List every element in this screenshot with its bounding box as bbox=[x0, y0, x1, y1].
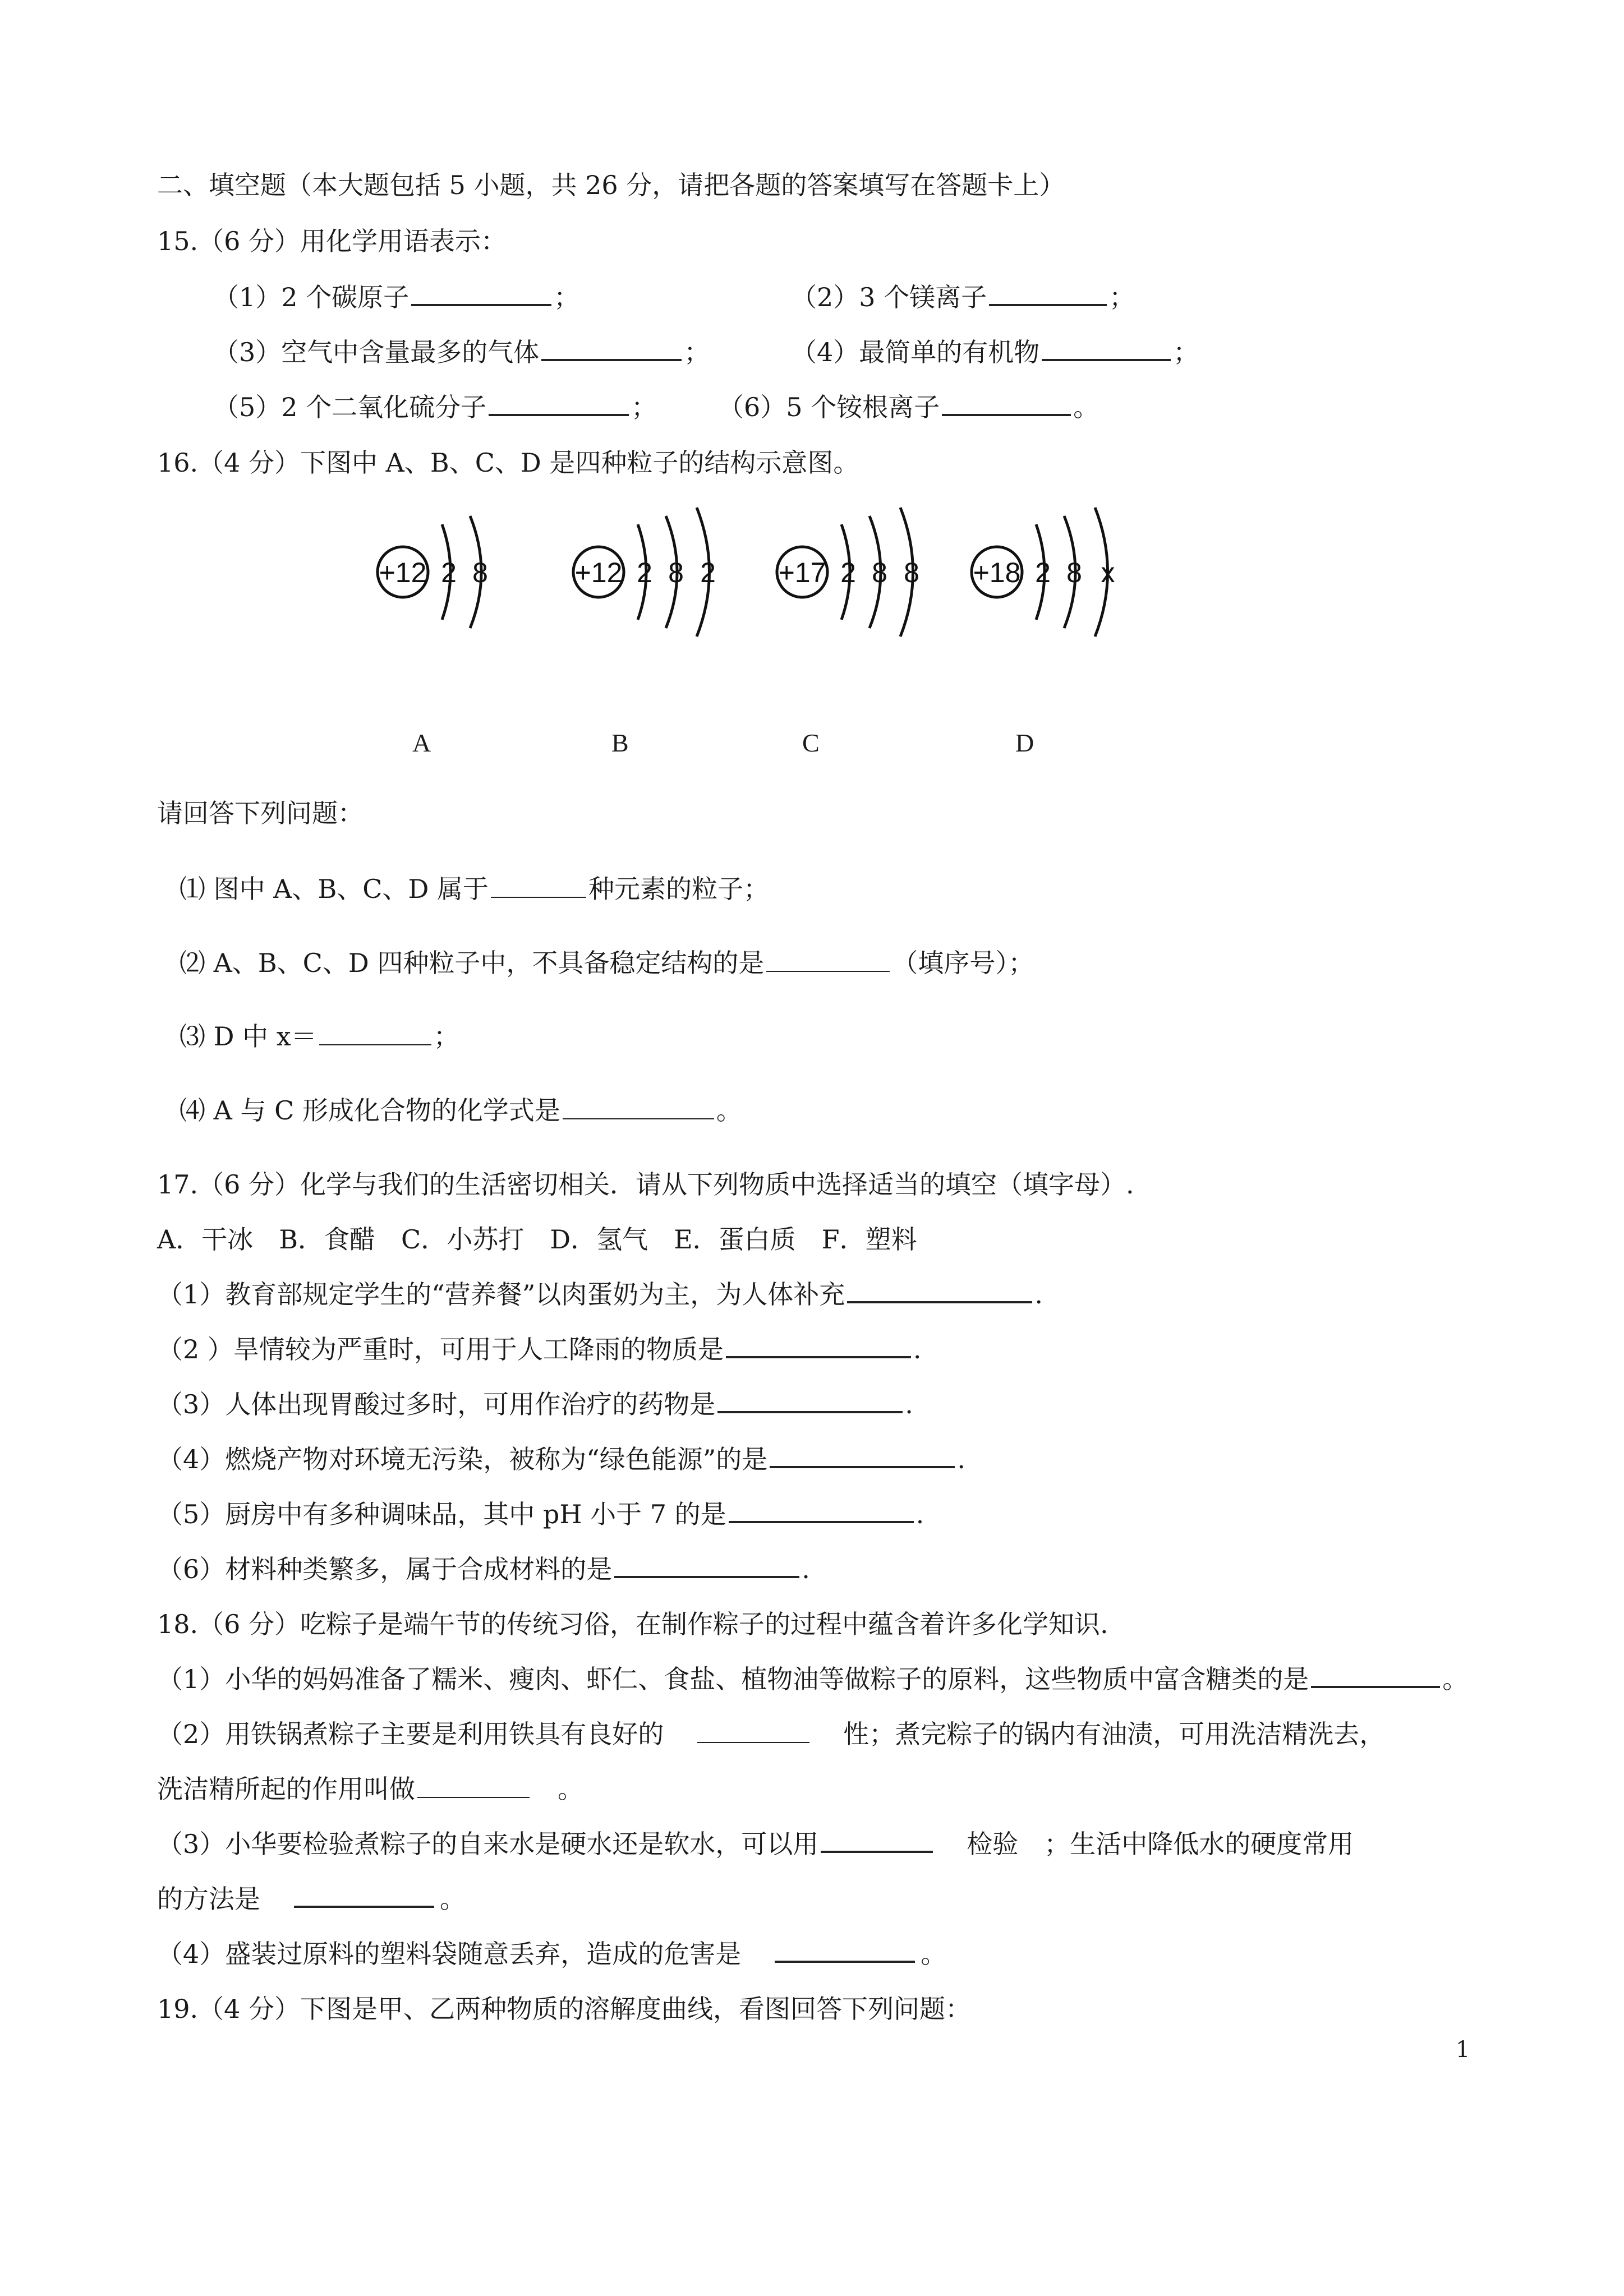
answer-blank[interactable] bbox=[697, 1719, 809, 1743]
diagram-d bbox=[972, 508, 1115, 637]
q15-item-3: （3）空气中含量最多的气体 ； bbox=[213, 337, 710, 367]
answer-blank[interactable] bbox=[563, 1096, 714, 1119]
diagram-label-b: B bbox=[611, 729, 629, 757]
shell-electrons: 2 bbox=[700, 557, 716, 588]
q15-item-1: （1）2 个碳原子 ； bbox=[213, 282, 580, 312]
answer-blank[interactable] bbox=[491, 874, 586, 898]
q18-header: 18.（6 分）吃粽子是端午节的传统习俗，在制作粽子的过程中蕴含着许多化学知识. bbox=[157, 1609, 1108, 1639]
answer-blank[interactable] bbox=[1311, 1663, 1440, 1688]
section-heading: 二、填空题（本大题包括 5 小题，共 26 分，请把各题的答案填写在答题卡上） bbox=[157, 170, 1065, 200]
q18-item-1: （1）小华的妈妈准备了糯米、瘦肉、虾仁、食盐、植物油等做粽子的原料，这些物质中富含糖类的是 。 bbox=[157, 1664, 1469, 1694]
answer-blank[interactable] bbox=[766, 948, 890, 972]
answer-blank[interactable] bbox=[775, 1938, 915, 1963]
diagram-a bbox=[378, 516, 488, 628]
answer-blank[interactable] bbox=[726, 1334, 911, 1358]
answer-blank[interactable] bbox=[319, 1022, 431, 1045]
answer-blank[interactable] bbox=[847, 1279, 1032, 1303]
q17-item-2: （2 ）旱情较为严重时，可用于人工降雨的物质是 . bbox=[157, 1334, 922, 1364]
diagram-label-a: A bbox=[412, 729, 431, 757]
page-number: 1 bbox=[1456, 2037, 1470, 2063]
answer-blank[interactable] bbox=[770, 1444, 955, 1468]
answer-blank[interactable] bbox=[614, 1553, 799, 1578]
q16-sub-4: ⑷ A 与 C 形成化合物的化学式是 。 bbox=[180, 1095, 742, 1126]
q15-item-2: （2）3 个镁离子 ； bbox=[791, 282, 1135, 312]
q16-sub-1: ⑴ 图中 A、B、C、D 属于 种元素的粒子； bbox=[180, 874, 769, 904]
q15-item-4: （4）最简单的有机物 ； bbox=[791, 337, 1199, 367]
answer-blank[interactable] bbox=[821, 1828, 933, 1853]
q17-item-3: （3）人体出现胃酸过多时，可用作治疗的药物是 . bbox=[157, 1389, 913, 1419]
nucleus-charge-c: +17 bbox=[778, 557, 826, 588]
answer-blank[interactable] bbox=[717, 1389, 903, 1413]
q18-item-3: （3）小华要检验煮粽子的自来水是硬水还是软水，可以用 检验 ；生活中降低水的硬度常用 bbox=[157, 1829, 1354, 1859]
q18-item-3-cont: 的方法是 。 bbox=[157, 1884, 466, 1914]
shell-electrons: 8 bbox=[668, 557, 684, 588]
shell-electrons: 2 bbox=[441, 557, 457, 588]
q15-header: 15.（6 分）用化学用语表示： bbox=[157, 226, 507, 256]
diagram-b bbox=[573, 508, 716, 637]
q17-item-1: （1）教育部规定学生的“营养餐”以肉蛋奶为主，为人体补充 . bbox=[157, 1279, 1043, 1310]
shell-electrons: 8 bbox=[472, 557, 488, 588]
q16-sub-3: ⑶ D 中 x＝ ； bbox=[180, 1021, 459, 1052]
shell-electrons: 2 bbox=[1035, 557, 1051, 588]
q19-header: 19.（4 分）下图是甲、乙两种物质的溶解度曲线，看图回答下列问题： bbox=[157, 1994, 972, 2024]
shell-electrons: 8 bbox=[1066, 557, 1082, 588]
shell-electrons: 8 bbox=[904, 557, 919, 588]
atom-structure-diagrams bbox=[0, 0, 1624, 785]
nucleus-charge-d: +18 bbox=[973, 557, 1021, 588]
shell-electrons: 2 bbox=[637, 557, 652, 588]
shell-electrons: x bbox=[1101, 557, 1115, 588]
q16-header: 16.（4 分）下图中 A、B、C、D 是四种粒子的结构示意图。 bbox=[157, 448, 859, 478]
q18-item-4: （4）盛装过原料的塑料袋随意丢弃，造成的危害是 。 bbox=[157, 1939, 947, 1969]
q17-item-4: （4）燃烧产物对环境无污染，被称为“绿色能源”的是 . bbox=[157, 1444, 965, 1474]
nucleus-charge-b: +12 bbox=[574, 557, 623, 588]
nucleus-charge-a: +12 bbox=[379, 557, 427, 588]
q17-item-5: （5）厨房中有多种调味品，其中 pH 小于 7 的是 . bbox=[157, 1499, 924, 1529]
q18-item-2-cont: 洗洁精所起的作用叫做 。 bbox=[157, 1774, 583, 1804]
diagram-c bbox=[777, 508, 919, 637]
q17-header: 17.（6 分）化学与我们的生活密切相关．请从下列物质中选择适当的填空（填字母）. bbox=[157, 1169, 1134, 1200]
q17-options: A．干冰 B．食醋 C．小苏打 D．氢气 E．蛋白质 F．塑料 bbox=[157, 1224, 917, 1255]
q17-item-6: （6）材料种类繁多，属于合成材料的是 . bbox=[157, 1554, 810, 1584]
q15-item-6: （6）5 个铵根离子 。 bbox=[718, 392, 1099, 422]
answer-blank[interactable] bbox=[294, 1883, 434, 1908]
q16-sub-2: ⑵ A、B、C、D 四种粒子中，不具备稳定结构的是 （填序号）； bbox=[180, 948, 1034, 978]
shell-electrons: 8 bbox=[872, 557, 887, 588]
q18-item-2: （2）用铁锅煮粽子主要是利用铁具有良好的 性；煮完粽子的锅内有油渍，可用洗洁精洗去， bbox=[157, 1719, 1386, 1749]
answer-blank[interactable] bbox=[729, 1499, 914, 1523]
diagram-label-c: C bbox=[802, 729, 820, 757]
q15-item-5: （5）2 个二氧化硫分子 ； bbox=[213, 392, 657, 422]
diagram-label-d: D bbox=[1015, 729, 1034, 757]
answer-blank[interactable] bbox=[417, 1774, 530, 1798]
q16-prompt: 请回答下列问题： bbox=[157, 798, 364, 828]
shell-electrons: 2 bbox=[840, 557, 856, 588]
